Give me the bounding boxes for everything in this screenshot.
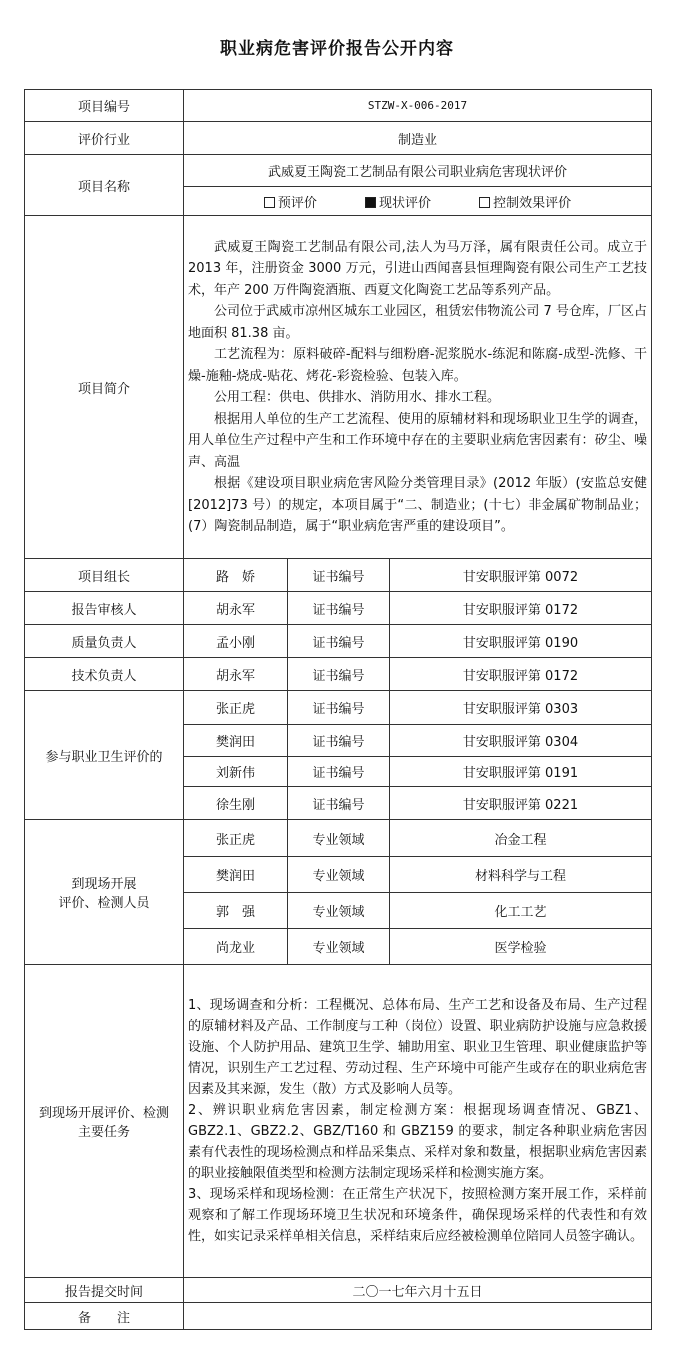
leader-role: 质量负责人 (25, 625, 184, 658)
project-name-value: 武威夏王陶瓷工艺制品有限公司职业病危害现状评价 (184, 155, 652, 187)
row-leader (25, 559, 652, 592)
participant-name: 张正虎 (184, 691, 288, 725)
row-submit (25, 1278, 652, 1303)
participant-name: 刘新伟 (184, 757, 288, 787)
cert-number: 甘安职服评第 0221 (390, 787, 652, 820)
participants-label: 参与职业卫生评价的 (25, 691, 184, 820)
report-table (24, 89, 652, 1330)
row-intro (25, 216, 652, 559)
intro-paragraph: 武威夏王陶瓷工艺制品有限公司,法人为马万泽，属有限责任公司。成立于 2013 年，注册资金 3000 万元，引进山西闻喜县恒理陶瓷有限公司生产工艺技术，年产 200 万件陶瓷酒瓶、西夏文化陶瓷工艺品等系列产品。 (188, 239, 648, 298)
field-value: 医学检验 (390, 929, 652, 965)
cert-number: 甘安职服评第 0191 (390, 757, 652, 787)
leader-name: 路 娇 (184, 559, 288, 592)
leader-role: 技术负责人 (25, 658, 184, 691)
eval-type-current: 现状评价 (365, 196, 431, 211)
project-no-label: 项目编号 (25, 90, 184, 122)
leader-name: 胡永军 (184, 658, 288, 691)
task-item: 3、现场采样和现场检测：在正常生产状况下，按照检测方案开展工作，采样前观察和了解工作现场环境卫生状况和环境条件，确保现场采样的代表性和有效性，如实记录采样单相关信息，采样结束后应经被检测单位陪同人员签字确认。 (188, 1187, 648, 1244)
remark-label: 备 注 (25, 1303, 184, 1330)
row-field-staff (25, 820, 652, 857)
leader-name: 孟小刚 (184, 625, 288, 658)
task-item: 1、现场调查和分析：工程概况、总体布局、生产工艺和设备及布局、生产过程的原辅材料及产品、工作制度与工种（岗位）设置、职业病防护设施与应急救援设施、个人防护用品、建筑卫生学、辅助用室、职业卫生管理、职业健康监护等情况，识别生产工艺过程、劳动过程、生产环境中可能产生或存在的职业病危害因素及其来源，发生（散）方式及影响人员等。 (188, 998, 648, 1097)
cert-number: 甘安职服评第 0304 (390, 725, 652, 757)
cert-number: 甘安职服评第 0303 (390, 691, 652, 725)
row-technical (25, 658, 652, 691)
leader-role: 报告审核人 (25, 592, 184, 625)
intro-content (184, 216, 652, 559)
staff-name: 樊润田 (184, 857, 288, 893)
field-label: 专业领域 (288, 820, 390, 857)
cert-label: 证书编号 (288, 725, 390, 757)
task-item: 2、辨识职业病危害因素，制定检测方案：根据现场调查情况、GBZ1、GBZ2.1、GBZ2.2、GBZ/T160 和 GBZ159 的要求，制定各种职业病危害因素有代表性的现场检测点和样品采集点、采样对象和数量，根据职业病危害因素的职业接触限值类型和检测方法制定现场采样和检测实施方案。 (188, 1103, 648, 1181)
remark-value (184, 1303, 652, 1330)
leader-role: 项目组长 (25, 559, 184, 592)
intro-paragraph: 根据用人单位的生产工艺流程、使用的原辅材料和现场职业卫生学的调查，用人单位生产过程中产生和工作环境中存在的主要职业病危害因素有：矽尘、噪声、高温 (188, 411, 648, 470)
field-label: 专业领域 (288, 893, 390, 929)
page-title: 职业病危害评价报告公开内容 (220, 39, 454, 59)
intro-paragraph: 根据《建设项目职业病危害风险分类管理目录》(2012 年版）(安监总安健[2012]73 号）的规定，本项目属于“二、制造业；(十七）非金属矿物制品业；(7）陶瓷制品制造，属于“职业病危害严重的建设项目”。 (188, 476, 648, 534)
checkbox-icon (479, 197, 490, 208)
cert-label: 证书编号 (288, 625, 390, 658)
submit-label: 报告提交时间 (25, 1278, 184, 1303)
cert-number: 甘安职服评第 0172 (390, 658, 652, 691)
submit-date: 二〇一七年六月十五日 (184, 1278, 652, 1303)
staff-name: 尚龙业 (184, 929, 288, 965)
field-value: 化工工艺 (390, 893, 652, 929)
row-tasks (25, 965, 652, 1278)
row-industry (25, 122, 652, 155)
checkbox-checked-icon (365, 197, 376, 208)
cert-number: 甘安职服评第 0172 (390, 592, 652, 625)
staff-name: 张正虎 (184, 820, 288, 857)
intro-paragraph: 公用工程：供电、供排水、消防用水、排水工程。 (214, 390, 501, 405)
staff-name: 郭 强 (184, 893, 288, 929)
cert-label: 证书编号 (288, 787, 390, 820)
cert-number: 甘安职服评第 0190 (390, 625, 652, 658)
tasks-label: 到现场开展评价、检测 主要任务 (25, 965, 184, 1278)
tasks-content (184, 965, 652, 1278)
row-project-no (25, 90, 652, 122)
cert-number: 甘安职服评第 0072 (390, 559, 652, 592)
field-label: 专业领域 (288, 929, 390, 965)
row-project-name (25, 155, 652, 187)
participant-name: 樊润田 (184, 725, 288, 757)
cert-label: 证书编号 (288, 691, 390, 725)
field-staff-label: 到现场开展 评价、检测人员 (25, 820, 184, 965)
project-no-value: STZW-X-006-2017 (184, 90, 652, 122)
row-quality (25, 625, 652, 658)
field-value: 冶金工程 (390, 820, 652, 857)
leader-name: 胡永军 (184, 592, 288, 625)
cert-label: 证书编号 (288, 592, 390, 625)
industry-value: 制造业 (184, 122, 652, 155)
row-remark (25, 1303, 652, 1330)
checkbox-icon (264, 197, 275, 208)
eval-type-options (184, 187, 652, 216)
row-reviewer (25, 592, 652, 625)
field-label: 专业领域 (288, 857, 390, 893)
field-value: 材料科学与工程 (390, 857, 652, 893)
row-participant (25, 691, 652, 725)
project-name-label: 项目名称 (25, 155, 184, 216)
eval-type-control: 控制效果评价 (479, 196, 571, 211)
industry-label: 评价行业 (25, 122, 184, 155)
cert-label: 证书编号 (288, 559, 390, 592)
cert-label: 证书编号 (288, 757, 390, 787)
intro-label: 项目简介 (25, 216, 184, 559)
eval-type-pre: 预评价 (264, 196, 317, 211)
intro-paragraph: 公司位于武威市凉州区城东工业园区，租赁宏伟物流公司 7 号仓库，厂区占地面积 81.38 亩。 (188, 304, 648, 341)
intro-paragraph: 工艺流程为：原料破碎-配料与细粉磨-泥浆脱水-练泥和陈腐-成型-洗修、干燥-施釉-烧成-贴花、烤花-彩瓷检验、包装入库。 (188, 347, 648, 384)
cert-label: 证书编号 (288, 658, 390, 691)
participant-name: 徐生刚 (184, 787, 288, 820)
